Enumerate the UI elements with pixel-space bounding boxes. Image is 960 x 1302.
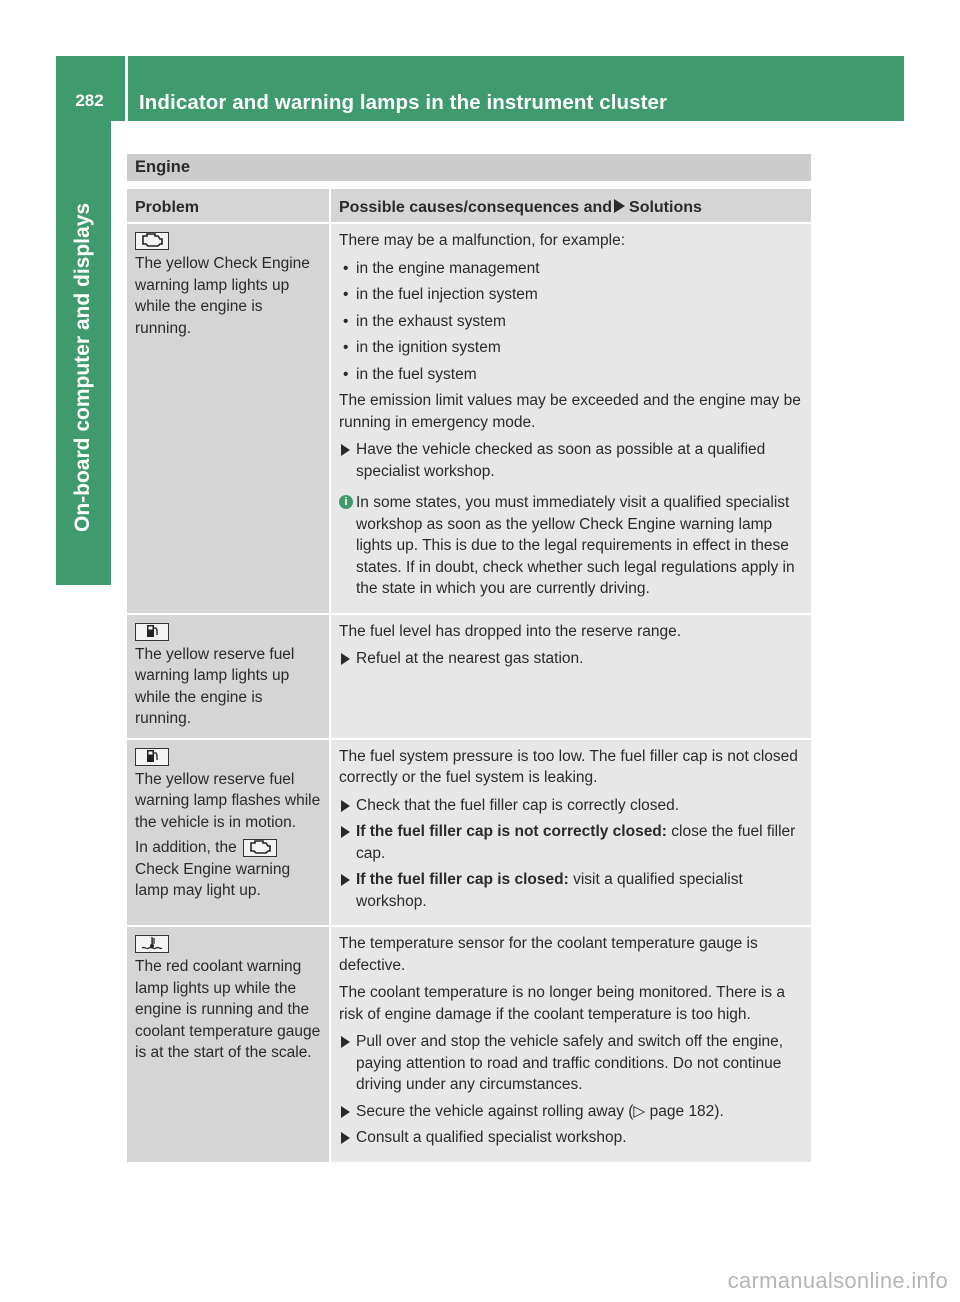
- solution-cell: [331, 224, 811, 615]
- column-header-problem: Problem: [127, 189, 331, 224]
- coolant-temperature-icon: [135, 935, 169, 953]
- problem-cell: [127, 224, 331, 615]
- solution-step-text: close the fuel filler cap.: [356, 823, 796, 862]
- step-arrow-icon: [341, 444, 350, 456]
- solution-step: [339, 439, 804, 482]
- list-item: • in the fuel system: [339, 364, 804, 386]
- problem-text: The yellow reserve fuel warning lamp lights up while the engine is running.: [135, 645, 295, 727]
- table-row: [127, 224, 811, 615]
- column-header-solution-post: Solutions: [629, 199, 702, 216]
- problem-text: The yellow Check Engine warning lamp lights up while the engine is running.: [135, 255, 310, 337]
- problem-cell: [127, 615, 331, 740]
- step-arrow-icon: [341, 653, 350, 665]
- problem-text-post: Check Engine warning lamp may light up.: [135, 860, 291, 899]
- step-condition: If the fuel filler cap is not correctly closed:: [356, 823, 667, 840]
- check-engine-icon: [135, 232, 169, 250]
- info-note: [339, 492, 804, 600]
- cause-text: The fuel level has dropped into the reserve range.: [339, 622, 682, 640]
- step-arrow-icon: [341, 1036, 350, 1048]
- solution-step-text: Check that the fuel filler cap is correctly closed.: [356, 796, 680, 814]
- list-item: • in the ignition system: [339, 337, 804, 359]
- column-header-solution-pre: Possible causes/consequences and: [339, 199, 613, 216]
- cause-text: The temperature sensor for the coolant temperature gauge is defective.: [339, 935, 758, 974]
- cause-text: The fuel system pressure is too low. The fuel filler cap is not closed correctly or the fuel system is leaking.: [339, 747, 798, 786]
- table-row: [127, 615, 811, 740]
- problem-text: The red coolant warning lamp lights up while the engine is running and the coolant temperature gauge is at the start of the scale.: [135, 958, 321, 1061]
- problem-cell: [127, 927, 331, 1164]
- info-note-text: In some states, you must immediately visit a qualified specialist workshop as soon as the yellow Check Engine warning lamp lights up. This is due to the legal requirements in effect in these states. If in doubt, check whether such legal regulations apply in the state in which you are currently driving.: [356, 494, 795, 597]
- solution-step: [339, 869, 804, 912]
- solution-step: [339, 795, 804, 817]
- step-arrow-icon: [341, 826, 350, 838]
- solution-cell: [331, 740, 811, 928]
- solution-step-text: Have the vehicle checked as soon as possible at a qualified specialist workshop.: [356, 441, 766, 480]
- problem-cell: [127, 740, 331, 928]
- fuel-pump-icon: [135, 623, 169, 641]
- solution-cell: [331, 615, 811, 740]
- check-engine-icon: [243, 839, 277, 857]
- solution-step-text: Consult a qualified specialist workshop.: [356, 1129, 627, 1146]
- solution-step: [339, 1101, 804, 1123]
- side-chapter-label: On-board computer and displays: [71, 202, 94, 532]
- solution-step-text: Secure the vehicle against rolling away (▷ page 182).: [356, 1102, 724, 1120]
- list-item: • in the engine management: [339, 258, 804, 280]
- column-header-solution: [331, 189, 811, 224]
- solution-step: [339, 1031, 804, 1096]
- solution-step-text: Pull over and stop the vehicle safely and switch off the engine, paying attention to road and traffic conditions. Do not continue driving under any circumstances.: [356, 1033, 784, 1093]
- table-header-row: [127, 189, 811, 224]
- cause-text: The emission limit values may be exceeded and the engine may be running in emergency mode.: [339, 392, 801, 431]
- step-condition: If the fuel filler cap is closed:: [356, 871, 569, 888]
- section-title: Engine: [127, 154, 811, 181]
- solution-step: [339, 1127, 804, 1149]
- list-item: • in the fuel injection system: [339, 284, 804, 306]
- step-arrow-icon: [614, 199, 625, 213]
- header-divider: [125, 56, 128, 121]
- problem-text-pre: In addition, the: [135, 839, 237, 856]
- watermark: carmanualsonline.info: [727, 1268, 948, 1293]
- step-arrow-icon: [341, 1132, 350, 1144]
- problem-text-secondary: [135, 837, 322, 902]
- fuel-pump-icon: [135, 748, 169, 766]
- cause-text: There may be a malfunction, for example:: [339, 232, 626, 249]
- solution-step-text: visit a qualified specialist workshop.: [356, 871, 743, 910]
- solution-cell: [331, 927, 811, 1164]
- solution-step: [339, 821, 804, 864]
- cause-text: The coolant temperature is no longer being monitored. There is a risk of engine damage if the coolant temperature is too high.: [339, 984, 786, 1023]
- problem-text: The yellow reserve fuel warning lamp flashes while the vehicle is in motion.: [135, 770, 321, 831]
- step-arrow-icon: [341, 800, 350, 812]
- list-item: • in the exhaust system: [339, 311, 804, 333]
- page-number: 282: [75, 91, 104, 110]
- solution-step: [339, 648, 804, 670]
- step-arrow-icon: [341, 1106, 350, 1118]
- table-row: [127, 927, 811, 1164]
- step-arrow-icon: [341, 874, 350, 886]
- info-icon: i: [339, 495, 353, 509]
- table-row: [127, 740, 811, 928]
- solution-step-text: Refuel at the nearest gas station.: [356, 650, 584, 667]
- engine-table: [127, 189, 811, 1164]
- page-title: Indicator and warning lamps in the instrument cluster: [139, 91, 668, 114]
